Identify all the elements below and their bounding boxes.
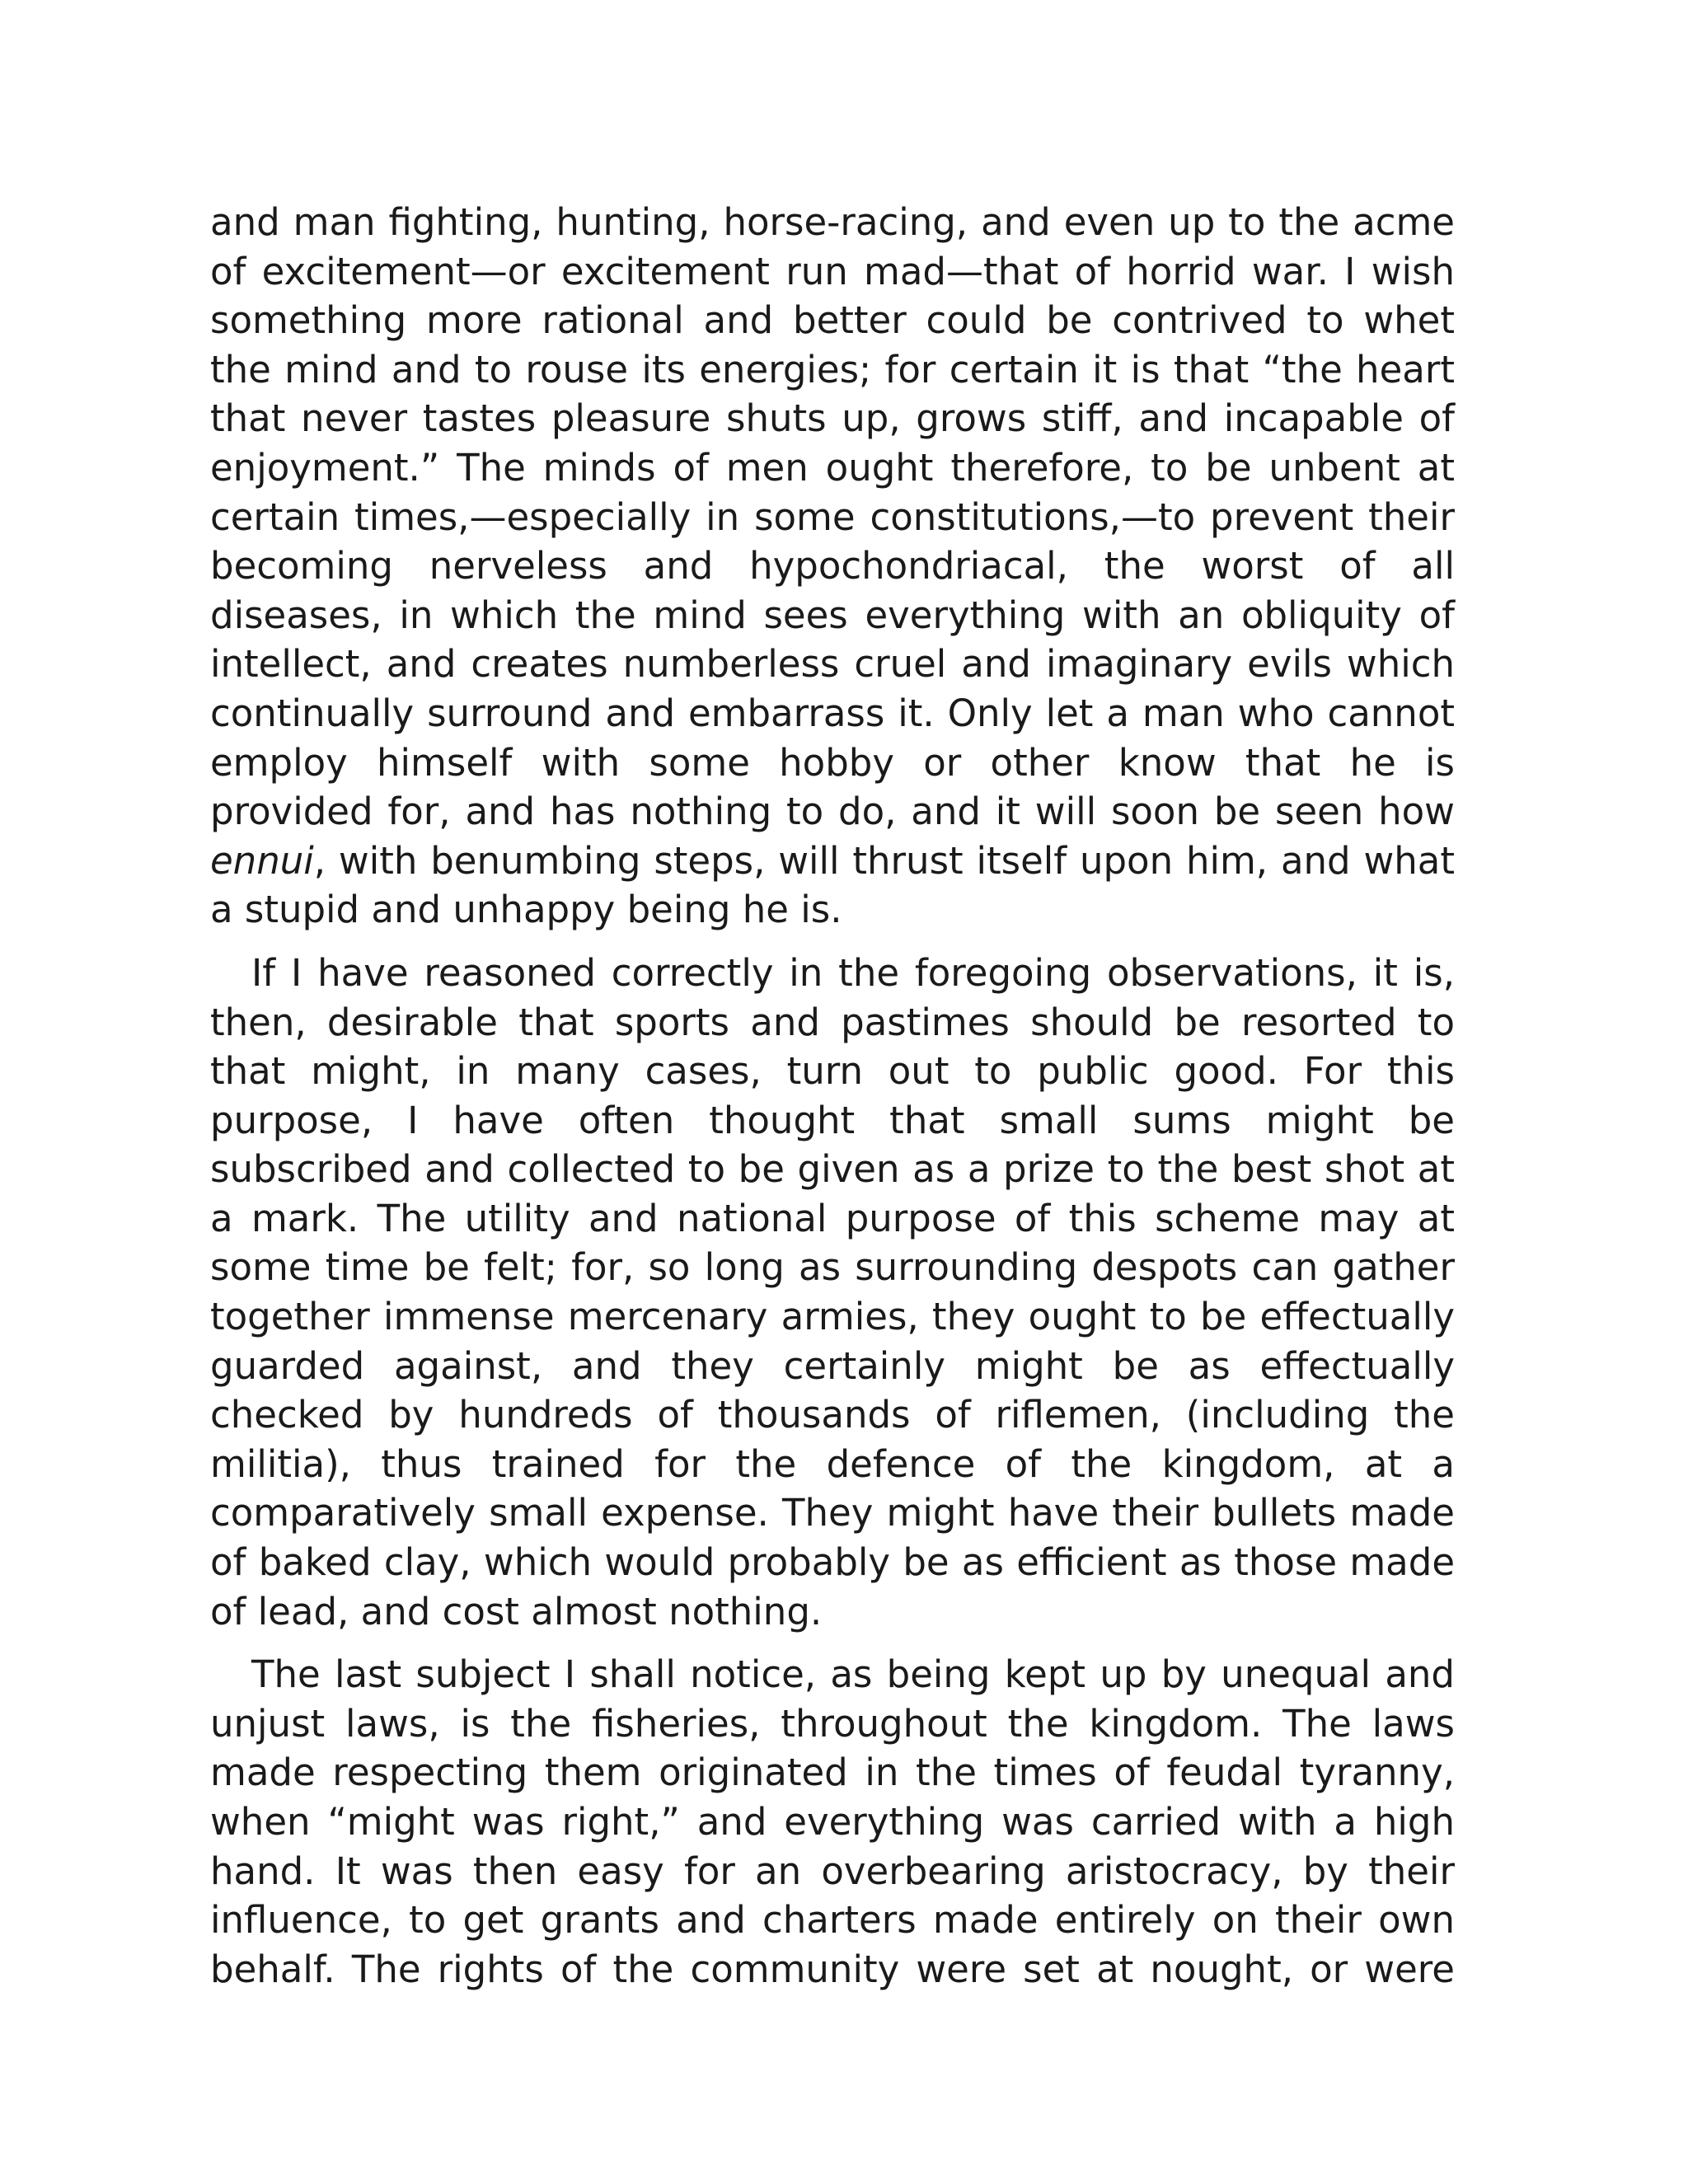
page-body: [210, 198, 1455, 2008]
paragraph-continued: [210, 198, 1455, 935]
paragraph-1-text: and man fighting, hunting, horse-racing, and even up to the acme of excitement—or excitement run mad—that of horrid war. I wish something more rational and better could be contrived to whet the mind and to rouse its energies; for certain it is that “the heart that never tastes pleasure shuts up, grows stiff, and incapable of enjoyment.” The minds of men ought therefore, to be unbent at certain times,—especially in some constitutions,—to prevent their becoming nerveless and hypochondriacal, the worst of all diseases, in which the mind sees everything with an obliquity of intellect, and creates numberless cruel and imaginary evils which continually surround and embarrass it. Only let a man who cannot employ himself with some hobby or other know that he is provided for, and has nothing to do, and it will soon be seen how: [210, 200, 1455, 834]
paragraph-sports: If I have reasoned correctly in the foregoing observations, it is, then, desirable that sports and pastimes should be resorted to that might, in many cases, turn out to public good. For this purpose, I have often thought that small sums might be subscribed and collected to be given as a prize to the best shot at a mark. The utility and national purpose of this scheme may at some time be felt; for, so long as surrounding despots can gather together immense mercenary armies, they ought to be effectually guarded against, and they certainly might be as effectually checked by hundreds of thousands of riflemen, (including the militia), thus trained for the defence of the kingdom, at a comparatively small expense. They might have their bullets made of baked clay, which would probably be as efficient as those made of lead, and cost almost nothing.: [210, 950, 1455, 1633]
paragraph-fisheries: The last subject I shall notice, as being kept up by unequal and unjust laws, is the fisheries, throughout the kingdom. The laws made respecting them originated in the times of feudal tyranny, when “might was right,” and everything was carried with a high hand. It was then easy for an overbearing aristocracy, by their influence, to get grants and charters made entirely on their own behalf. The rights of the community were set at nought, or were: [210, 1652, 1455, 1991]
italic-word: ennui: [210, 838, 314, 883]
paragraph-1-text-end: , with benumbing steps, will thrust itself upon him, and what a stupid and unhappy being he is.: [210, 838, 1455, 932]
